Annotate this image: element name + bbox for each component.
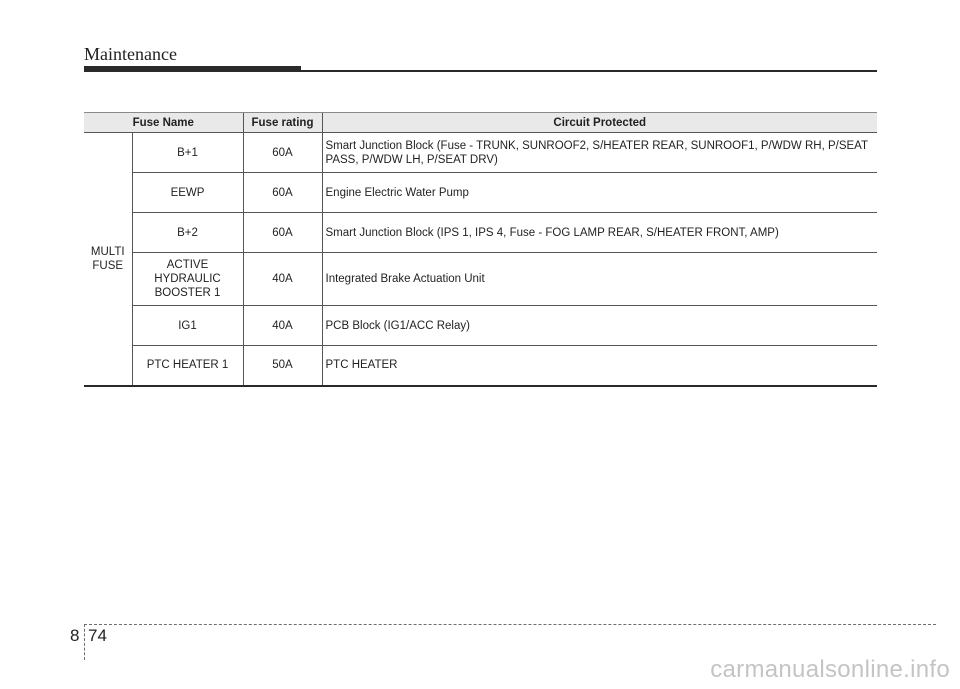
table-row — [84, 213, 877, 253]
table-row — [84, 306, 877, 346]
column-header-fuse-rating: Fuse rating — [243, 113, 322, 133]
table-row — [84, 253, 877, 306]
fuse-rating-cell: 60A — [243, 173, 322, 213]
fuse-rating-cell: 40A — [243, 253, 322, 306]
fuse-group-label: MULTI FUSE — [84, 133, 132, 386]
fuse-rating-cell: 40A — [243, 306, 322, 346]
fuse-name-cell: IG1 — [132, 306, 243, 346]
table-row — [84, 346, 877, 386]
footer-divider — [84, 624, 85, 660]
circuit-cell: Smart Junction Block (Fuse - TRUNK, SUNROOF2, S/HEATER REAR, SUNROOF1, P/WDW RH, P/SEAT PASS, P/WDW LH, P/SEAT DRV) — [322, 133, 877, 173]
circuit-cell: Smart Junction Block (IPS 1, IPS 4, Fuse - FOG LAMP REAR, S/HEATER FRONT, AMP) — [322, 213, 877, 253]
column-header-fuse-name: Fuse Name — [84, 113, 243, 133]
table-header-row — [84, 113, 877, 133]
fuse-rating-cell: 60A — [243, 213, 322, 253]
circuit-cell: PTC HEATER — [322, 346, 877, 386]
page-header-title: Maintenance — [84, 44, 177, 64]
column-header-circuit-protected: Circuit Protected — [322, 113, 877, 133]
circuit-cell: PCB Block (IG1/ACC Relay) — [322, 306, 877, 346]
table-row — [84, 133, 877, 173]
fuse-name-cell: B+2 — [132, 213, 243, 253]
fuse-rating-cell: 60A — [243, 133, 322, 173]
page-number: 74 — [88, 626, 107, 645]
fuse-table — [84, 112, 877, 387]
fuse-name-cell: EEWP — [132, 173, 243, 213]
fuse-name-cell: B+1 — [132, 133, 243, 173]
fuse-name-cell: ACTIVE HYDRAULIC BOOSTER 1 — [132, 253, 243, 306]
table-row — [84, 173, 877, 213]
fuse-rating-cell: 50A — [243, 346, 322, 386]
header-rule-thin — [84, 70, 877, 72]
circuit-cell: Engine Electric Water Pump — [322, 173, 877, 213]
site-watermark: carmanualsonline.info — [710, 656, 950, 683]
chapter-number: 8 — [70, 626, 80, 645]
circuit-cell: Integrated Brake Actuation Unit — [322, 253, 877, 306]
fuse-name-cell: PTC HEATER 1 — [132, 346, 243, 386]
footer-rule — [84, 624, 936, 625]
